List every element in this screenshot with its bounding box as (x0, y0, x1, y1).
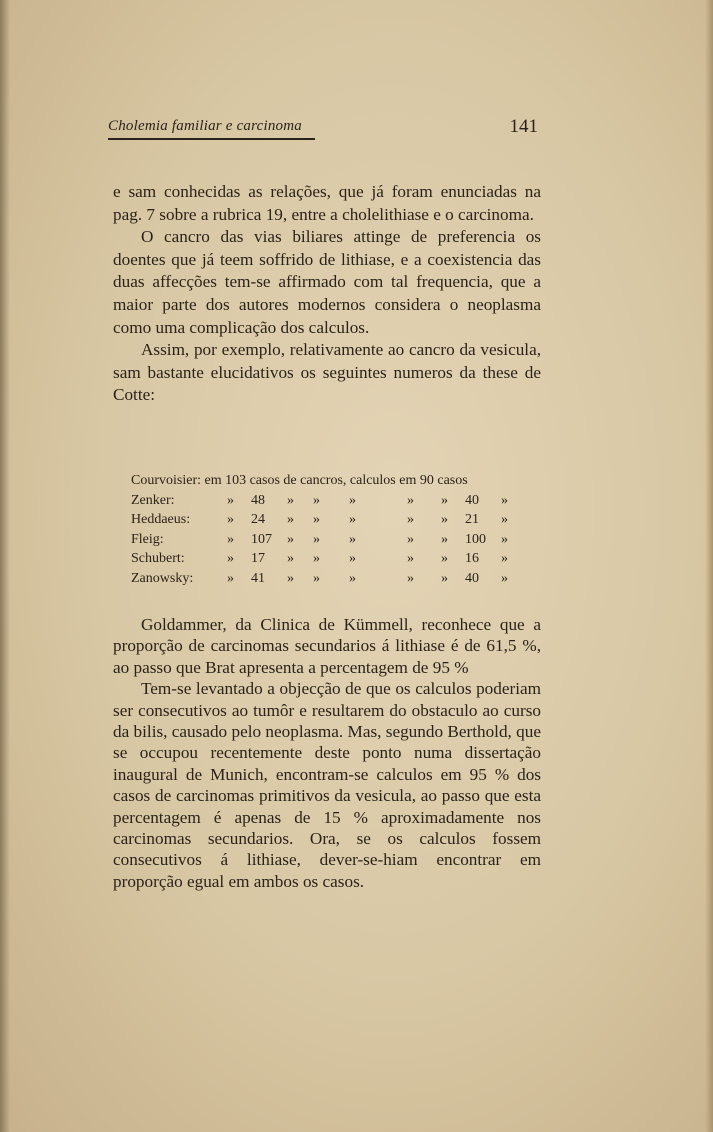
ditto-cell: » (349, 570, 356, 586)
ditto-cell: » (287, 551, 294, 566)
body-text-top (113, 181, 541, 407)
calculi-cell: 40 (465, 570, 479, 586)
ditto-cell: » (227, 551, 234, 566)
ditto-cell: » (287, 531, 294, 547)
ditto-cell: » (407, 492, 414, 508)
ditto-cell: » (287, 492, 294, 508)
ditto-cell: » (349, 492, 356, 508)
author-cell: Zanowsky: (131, 570, 194, 586)
ditto-cell: » (441, 492, 448, 508)
table-row (131, 512, 531, 532)
calculi-cell: 100 (465, 531, 486, 547)
author-cell: Fleig: (131, 531, 164, 547)
ditto-cell: » (441, 570, 448, 586)
table-row (131, 493, 531, 513)
ditto-cell: » (501, 492, 508, 508)
table-header-line: Courvoisier: em 103 casos de cancros, calculos em 90 casos (131, 473, 468, 488)
page-edge-shadow (705, 0, 713, 1132)
page-number: 141 (509, 116, 538, 137)
paragraph: Assim, por exemplo, relativamente ao cancro da vesicula, sam bastante elucidativos os seguintes numeros da these de Cotte: (113, 340, 541, 405)
ditto-cell: » (407, 570, 414, 586)
ditto-cell: » (227, 531, 234, 547)
cases-cell: 41 (251, 570, 265, 586)
paragraph: Goldammer, da Clinica de Kümmell, reconhece que a proporção de carcinomas secundarios á lithiase é de 61,5 %, ao passo que Brat apresenta a percentagem de 95 % (113, 615, 541, 677)
table-row (131, 571, 531, 591)
ditto-cell: » (407, 551, 414, 566)
ditto-cell: » (501, 531, 508, 547)
author-cell: Schubert: (131, 551, 185, 566)
ditto-cell: » (501, 512, 508, 527)
ditto-cell: » (407, 531, 414, 547)
ditto-cell: » (501, 551, 508, 566)
table-row (131, 551, 531, 571)
body-text-bottom (113, 614, 541, 892)
ditto-cell: » (349, 551, 356, 566)
calculi-cell: 40 (465, 492, 479, 508)
paragraph: e sam conhecidas as relações, que já foram enunciadas na pag. 7 sobre a rubrica 19, entre a cholelithiase e o carcinoma. (113, 182, 541, 224)
ditto-cell: » (313, 551, 320, 566)
calculi-cell: 21 (465, 512, 479, 527)
header-rule (108, 138, 315, 140)
ditto-cell: » (287, 512, 294, 527)
ditto-cell: » (313, 492, 320, 508)
cases-cell: 107 (251, 531, 272, 547)
ditto-cell: » (349, 531, 356, 547)
running-head (108, 116, 538, 144)
cases-cell: 48 (251, 492, 265, 508)
ditto-cell: » (313, 531, 320, 547)
cases-cell: 24 (251, 512, 265, 527)
paragraph: Tem-se levantado a objecção de que os calculos poderiam ser consecutivos ao tumôr e resultarem do obstaculo ao curso da bilis, causado pelo neoplasma. Mas, segundo Berthold, que se occupou recentemente deste ponto numa dissertação inaugural de Munich, encontram-se calculos em 95 % dos casos de carcinomas primitivos da vesicula, ao passo que esta percentagem é apenas de 15 % aproximadamente nos carcinomas secundarios. Ora, se os calculos fossem consecutivos á lithiase, dever-se-hiam encontrar em proporção egual em ambos os casos. (113, 679, 541, 891)
ditto-cell: » (313, 512, 320, 527)
ditto-cell: » (441, 512, 448, 527)
page-spine-shadow (0, 0, 10, 1132)
ditto-cell: » (227, 492, 234, 508)
ditto-cell: » (227, 512, 234, 527)
ditto-cell: » (407, 512, 414, 527)
paragraph: O cancro das vias biliares attinge de preferencia os doentes que já teem soffrido de lithiase, e a coexistencia das duas affecções tem-se affirmado com tal frequencia, que a maior parte dos autores modernos considera o neoplasma como uma complicação dos calculos. (113, 227, 541, 337)
ditto-cell: » (349, 512, 356, 527)
ditto-cell: » (287, 570, 294, 586)
cases-cell: 17 (251, 551, 265, 566)
table-header-row (131, 473, 531, 493)
statistics-table (131, 473, 531, 590)
calculi-cell: 16 (465, 551, 479, 566)
ditto-cell: » (441, 531, 448, 547)
table-row (131, 532, 531, 552)
running-title: Cholemia familiar e carcinoma (108, 118, 302, 134)
ditto-cell: » (313, 570, 320, 586)
ditto-cell: » (227, 570, 234, 586)
ditto-cell: » (501, 570, 508, 586)
author-cell: Heddaeus: (131, 512, 191, 527)
author-cell: Zenker: (131, 492, 175, 508)
ditto-cell: » (441, 551, 448, 566)
